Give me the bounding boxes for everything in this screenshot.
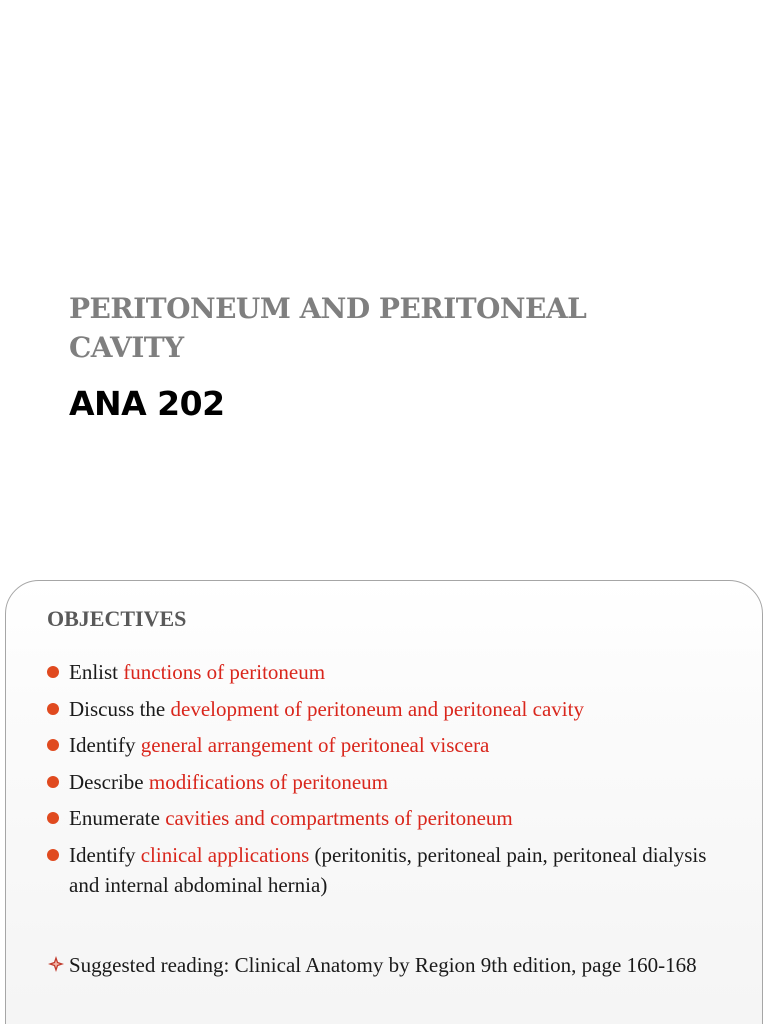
objectives-heading: OBJECTIVES bbox=[47, 606, 187, 631]
round-bullet-icon bbox=[47, 703, 59, 715]
objectives-list bbox=[47, 657, 737, 907]
objective-tail: (peritonitis, peritoneal pain, peritoneal dialysis and internal abdominal hernia) bbox=[69, 842, 707, 897]
objective-item bbox=[47, 767, 737, 797]
objective-lead: Identify bbox=[69, 842, 141, 867]
objective-lead: Discuss the bbox=[69, 696, 171, 721]
slide-title: PERITONEUM AND PERITONEAL CAVITY bbox=[69, 292, 587, 364]
objective-lead: Enumerate bbox=[69, 806, 166, 831]
objective-item bbox=[47, 657, 737, 687]
objective-highlight: clinical applications bbox=[140, 842, 310, 867]
round-bullet-icon bbox=[47, 776, 59, 788]
suggested-reading-text: Suggested reading: Clinical Anatomy by Region 9th edition, page 160-168 bbox=[69, 953, 697, 977]
objective-highlight: development of peritoneum and peritoneal cavity bbox=[170, 696, 584, 721]
objective-item bbox=[47, 840, 737, 900]
round-bullet-icon bbox=[47, 812, 59, 824]
objective-lead: Identify bbox=[69, 733, 141, 758]
objective-highlight: functions of peritoneum bbox=[123, 660, 326, 684]
diamond-bullet-icon bbox=[47, 955, 65, 973]
course-code: ANA 202 bbox=[69, 384, 225, 423]
objective-item bbox=[47, 694, 737, 724]
objective-item bbox=[47, 730, 737, 760]
objective-item bbox=[47, 803, 737, 833]
objective-highlight: general arrangement of peritoneal viscera bbox=[140, 733, 490, 758]
objective-lead: Enlist bbox=[69, 660, 124, 684]
suggested-reading bbox=[47, 950, 759, 980]
objective-lead: Describe bbox=[69, 769, 149, 794]
round-bullet-icon bbox=[47, 739, 59, 751]
objective-highlight: modifications of peritoneum bbox=[148, 769, 389, 794]
objective-highlight: cavities and compartments of peritoneum bbox=[165, 806, 513, 831]
round-bullet-icon bbox=[47, 849, 59, 861]
round-bullet-icon bbox=[47, 666, 59, 678]
